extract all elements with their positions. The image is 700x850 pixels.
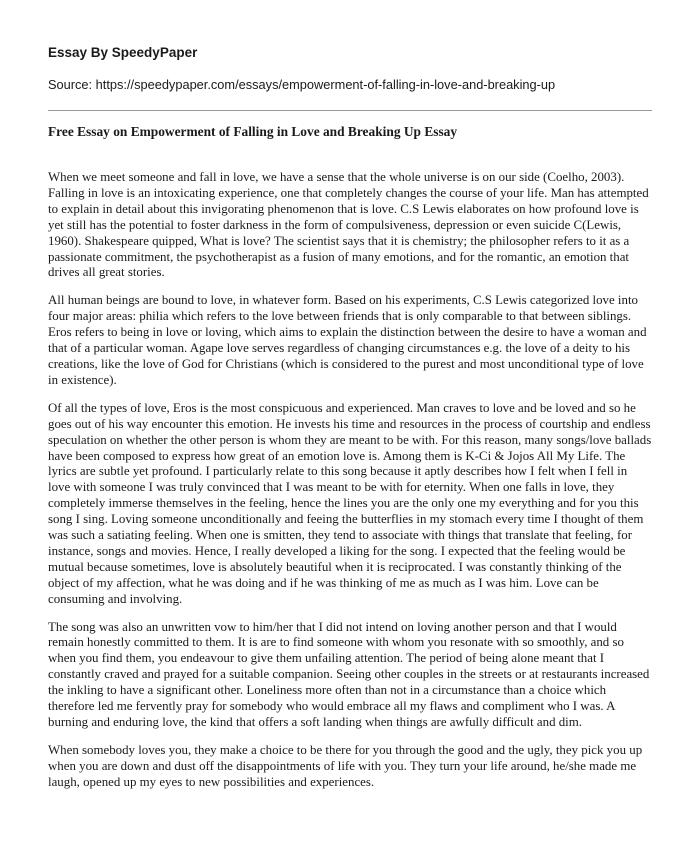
essay-paragraph-5: When somebody loves you, they make a choice to be there for you through the good and the ugly, they pick you up when you are down and dust off the disappointments of life with you. They turn your life around, he/she made me laugh, opened up my eyes to new possibilities and experiences.	[48, 742, 643, 789]
essay-paragraph-2: All human beings are bound to love, in whatever form. Based on his experiments, C.S Lewis categorized love into four major areas: philia which refers to the love between friends that is only comparable to that between siblings. Eros refers to being in love or loving, which aims to explain the distinction between the desire to have a woman and that of a particular woman. Agape love serves regardless of changing circumstances e.g. the love of a deity to his creations, like the love of God for Christians (which is considered to the purest and most unconditional type of love in existence).	[48, 293, 647, 387]
essay-paragraph-1: When we meet someone and fall in love, we have a sense that the whole universe is on our side (Coelho, 2003). Falling in love is an intoxicating experience, one that completely changes the course of your life. Man has attempted to explain in detail about this invigorating phenomenon that is love. C.S Lewis elaborates on how profound love is yet still has the potential to foster darkness in the form of compulsiveness, depression or even suicide C(Lewis, 1960). Shakespeare quipped, What is love? The scientist says that it is chemistry; the philosopher refers to it as a passionate commitment, the psychotherapist as a fusion of many emotions, and for the romantic, an emotion that drives all great stories.	[48, 170, 649, 280]
essay-paragraph-4: The song was also an unwritten vow to him/her that I did not intend on loving another person and that I would remain honestly committed to them. It is are to find someone with whom you resonate with so smoothly, and so when you find them, you endeavour to give them unfailing attention. The period of being alone meant that I constantly craved and prayed for a suitable companion. Seeing other couples in the streets or at restaurants increased the inkling to have a significant other. Loneliness more often than not in a circumstance than a choice which therefore led me fervently pray for somebody who would embrace all my flaws and compliment who I was. A burning and enduring love, the kind that offers a soft landing when things are awfully difficult and dim.	[48, 619, 650, 729]
header-divider	[48, 110, 652, 111]
essay-body	[48, 170, 652, 791]
document-header-title: Essay By SpeedyPaper	[48, 45, 198, 60]
essay-title: Free Essay on Empowerment of Falling in Love and Breaking Up Essay	[48, 124, 458, 139]
essay-paragraph-3: Of all the types of love, Eros is the most conspicuous and experienced. Man craves to love and be loved and so he goes out of his way encounter this emotion. He invests his time and resources in the process of courtship and endless speculation on whether the other person is whom they are meant to be with. For this reason, many songs/love ballads have been composed to express how great of an emotion love is. Among them is K-Ci & Jojos All My Life. The lyrics are subtle yet profound. I particularly relate to this song because it aptly describes how I felt when I fell in love with someone I was truly convinced that I was meant to be with for eternity. When one falls in love, they completely immerse themselves in the feeling, hence the lines you are the only one my everything and for you this song I sing. Loving someone unconditionally and feeing the butterflies in my stomach every time I thought of them was such a satiating feeling. When one is smitten, they tend to associate with things that translate that feeling, for instance, songs and movies. Hence, I really developed a liking for the song. I expected that the feeling would be mutual because sometimes, love is absolutely beautiful when it is reciprocated. I was constantly thinking of the object of my affection, what he was doing and if he was thinking of me as much as I was him. Love can be consuming and involving.	[48, 400, 652, 606]
source-line: Source: https://speedypaper.com/essays/empowerment-of-falling-in-love-and-breaking-up	[48, 77, 556, 92]
